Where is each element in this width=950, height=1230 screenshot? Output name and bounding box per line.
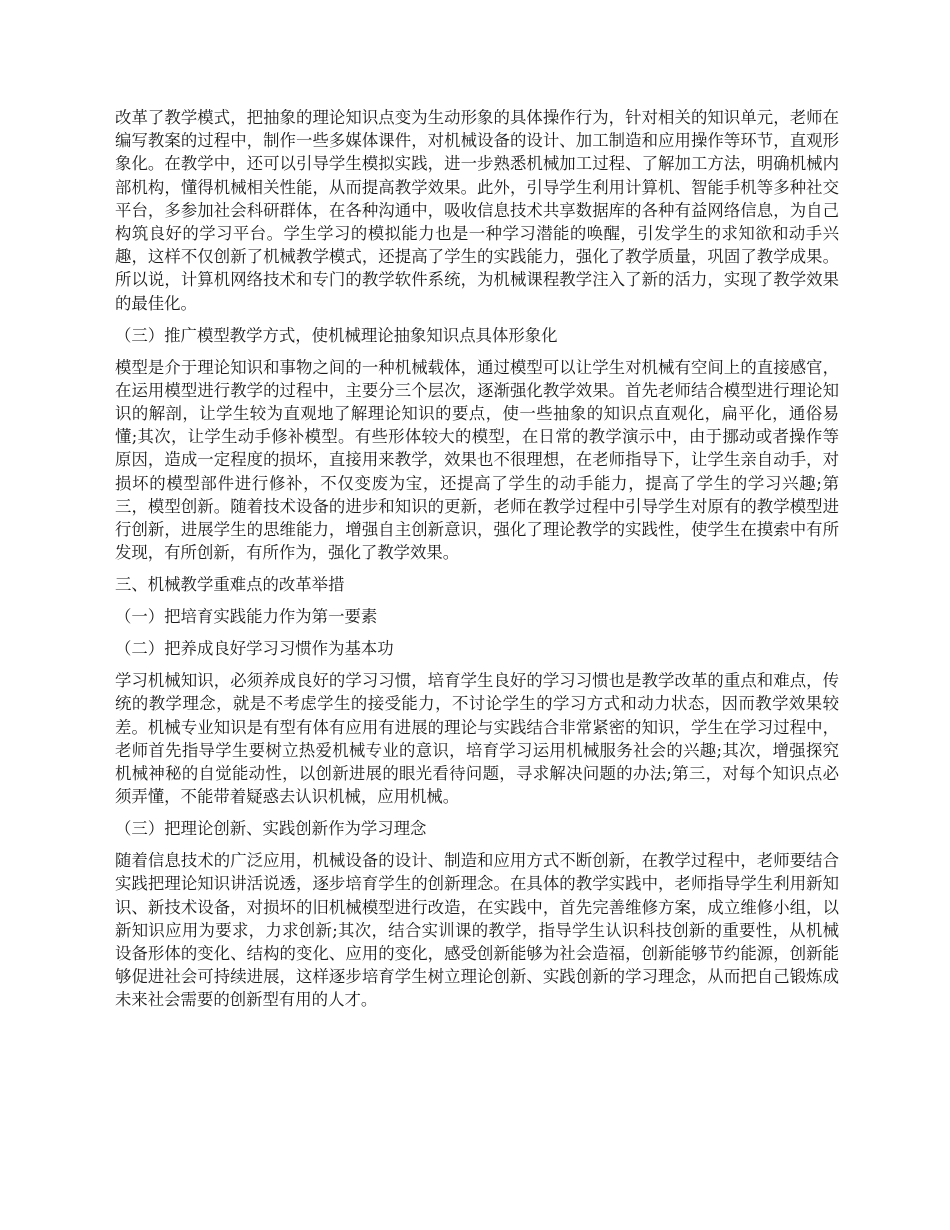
- paragraph-teaching-mode-reform: 改革了教学模式，把抽象的理论知识点变为生动形象的具体操作行为，针对相关的知识单元，老师在编写教案的过程中，制作一些多媒体课件，对机械设备的设计、加工制造和应用操作等环节，直观形象化。在教学中，还可以引导学生模拟实践，进一步熟悉机械加工过程、了解加工方法，明确机械内部机构，懂得机械相关性能，从而提高教学效果。此外，引导学生利用计算机、智能手机等多种社交平台，多参加社会科研群体，在各种沟通中，吸收信息技术共享数据库的各种有益网络信息，为自己构筑良好的学习平台。学生学习的模拟能力也是一种学习潜能的唤醒，引发学生的求知欲和动手兴趣，这样不仅创新了机械教学模式，还提高了学生的实践能力，强化了教学质量，巩固了教学成果。所以说，计算机网络技术和专门的教学软件系统，为机械课程教学注入了新的活力，实现了教学效果的最佳化。: [115, 108, 839, 313]
- section-heading-practical-ability: （一）把培育实践能力作为第一要素: [115, 607, 378, 627]
- paragraph-study-habits: 学习机械知识，必须养成良好的学习习惯，培育学生良好的学习习惯也是教学改革的重点和难点，传统的教学理念，就是不考虑学生的接受能力，不讨论学生的学习方式和动力状态，因而教学效果较差。机械专业知识是有型有体有应用有进展的理论与实践结合非常紧密的知识，学生在学习过程中，老师首先指导学生要树立热爱机械专业的意识，培育学习运用机械服务社会的兴趣;其次，增强探究机械神秘的自觉能动性，以创新进展的眼光看待问题，寻求解决问题的办法;第三，对每个知识点必须弄懂，不能带着疑惑去认识机械，应用机械。: [115, 671, 839, 807]
- section-heading-model-teaching: （三）推广模型教学方式，使机械理论抽象知识点具体形象化: [115, 325, 558, 345]
- section-heading-study-habits: （二）把养成良好学习习惯作为基本功: [115, 639, 394, 659]
- section-heading-innovation: （三）把理论创新、实践创新作为学习理念: [115, 819, 427, 839]
- paragraph-innovation: 随着信息技术的广泛应用，机械设备的设计、制造和应用方式不断创新，在教学过程中，老师要结合实践把理论知识讲活说透，逐步培育学生的创新理念。在具体的教学实践中，老师指导学生利用新知识、新技术设备，对损坏的旧机械模型进行改造，在实践中，首先完善维修方案，成立维修小组，以新知识应用为要求，力求创新;其次，结合实训课的教学，指导学生认识科技创新的重要性，从机械设备形体的变化、结构的变化、应用的变化，感受创新能够为社会造福，创新能够节约能源，创新能够促进社会可持续进展，这样逐步培育学生树立理论创新、实践创新的学习理念，从而把自己锻炼成未来社会需要的创新型有用的人才。: [115, 851, 839, 1010]
- paragraph-model-teaching: 模型是介于理论知识和事物之间的一种机械载体，通过模型可以让学生对机械有空间上的直接感官，在运用模型进行教学的过程中，主要分三个层次，逐渐强化教学效果。首先老师结合模型进行理论知识的解剖，让学生较为直观地了解理论知识的要点，使一些抽象的知识点直观化，扁平化，通俗易懂;其次，让学生动手修补模型。有些形体较大的模型，在日常的教学演示中，由于挪动或者操作等原因，造成一定程度的损坏，直接用来教学，效果也不很理想，在老师指导下，让学生亲自动手，对损坏的模型部件进行修补，不仅变废为宝，还提高了学生的动手能力，提高了学生的学习兴趣;第三，模型创新。随着技术设备的进步和知识的更新，老师在教学过程中引导学生对原有的教学模型进行创新，进展学生的思维能力，增强自主创新意识，强化了理论教学的实践性，使学生在摸索中有所发现，有所创新，有所作为，强化了教学效果。: [115, 357, 839, 563]
- chapter-heading-reform-measures: 三、机械教学重难点的改革举措: [115, 575, 345, 595]
- document-page: [115, 106, 839, 1020]
